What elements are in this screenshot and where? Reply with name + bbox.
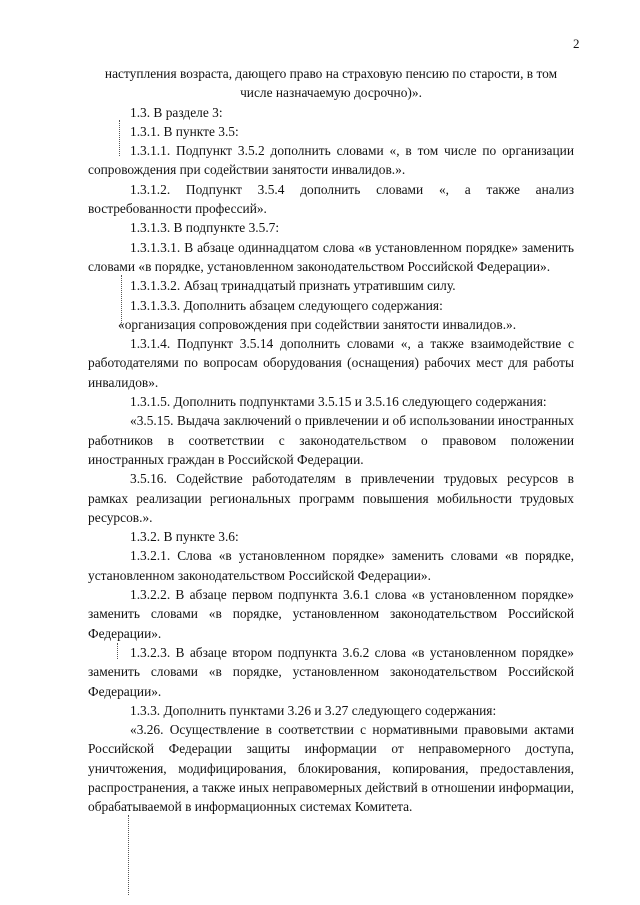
paragraph-amendment: 1.3.2.1. Слова «в установленном порядке» заменить словами «в порядке, установленном законодательством Российской Федерации». (88, 548, 574, 583)
scan-margin-mark (128, 815, 129, 895)
paragraph-quoted-text: «организация сопровождения при содействии занятости инвалидов.». (118, 316, 517, 332)
paragraph-point: 1.3.2. В пункте 3.6: (130, 529, 239, 545)
paragraph-amendment: 1.3.1.1. Подпункт 3.5.2 дополнить словами «, в том числе по организации сопровождения при содействии занятости инвалидов.». (88, 143, 574, 178)
paragraph-section-heading: 1.3. В разделе 3: (130, 104, 223, 120)
paragraph-amendment: 1.3.2.2. В абзаце первом подпункта 3.6.1 слова «в установленном порядке» заменить словами «в порядке, установленном законодательством Российской Федерации». (88, 587, 574, 641)
paragraph-amendment: 1.3.2.3. В абзаце втором подпункта 3.6.2 слова «в установленном порядке» заменить словами «в порядке, установленном законодательством Российской Федерации». (88, 644, 574, 699)
paragraph-point: 1.3.1.3. В подпункте 3.5.7: (130, 220, 280, 236)
paragraph-quoted-text: «3.26. Осуществление в соответствии с нормативными правовыми актами Российской Федерации защиты информации от неправомерного доступа, уничтожения, модифицирования, блокирования, копирования, предоставления, распространения, а также иных неправомерных действий в отношении информации, обрабатываемой в информационных системах Комитета. (88, 722, 574, 815)
paragraph-point: 1.3.1. В пункте 3.5: (130, 123, 239, 139)
paragraph-amendment: 1.3.1.5. Дополнить подпунктами 3.5.15 и 3.5.16 следующего содержания: (130, 394, 547, 410)
paragraph-amendment: 1.3.1.4. Подпункт 3.5.14 дополнить словами «, а также взаимодействие с работодателями по вопросам оборудования (оснащения) рабочих мест для работы инвалидов». (88, 336, 574, 390)
paragraph-amendment: 1.3.1.3.1. В абзаце одиннадцатом слова «в установленном порядке» заменить словами «в порядке, установленном законодательством Российской Федерации». (88, 239, 574, 274)
paragraph-amendment: 1.3.1.2. Подпункт 3.5.4 дополнить словами «, а также анализ востребованности профессий». (88, 181, 574, 217)
paragraph-quoted-text: 3.5.16. Содействие работодателям в привлечении трудовых ресурсов в рамках реализации региональных программ повышения мобильности трудовых ресурсов.». (88, 471, 574, 525)
document-body (88, 64, 574, 817)
paragraph-continuation: наступления возраста, дающего право на страховую пенсию по старости, в том числе назначаемую досрочно)». (104, 66, 558, 101)
paragraph-amendment: 1.3.3. Дополнить пунктами 3.26 и 3.27 следующего содержания: (130, 702, 497, 718)
paragraph-quoted-text: «3.5.15. Выдача заключений о привлечении и об использовании иностранных работников в соответствии с законодательством о правовом положении иностранных граждан в Российской Федерации. (88, 413, 574, 467)
paragraph-amendment: 1.3.1.3.2. Абзац тринадцатый признать утратившим силу. (130, 278, 456, 294)
page-number: 2 (573, 36, 580, 51)
paragraph-amendment: 1.3.1.3.3. Дополнить абзацем следующего содержания: (130, 297, 443, 313)
